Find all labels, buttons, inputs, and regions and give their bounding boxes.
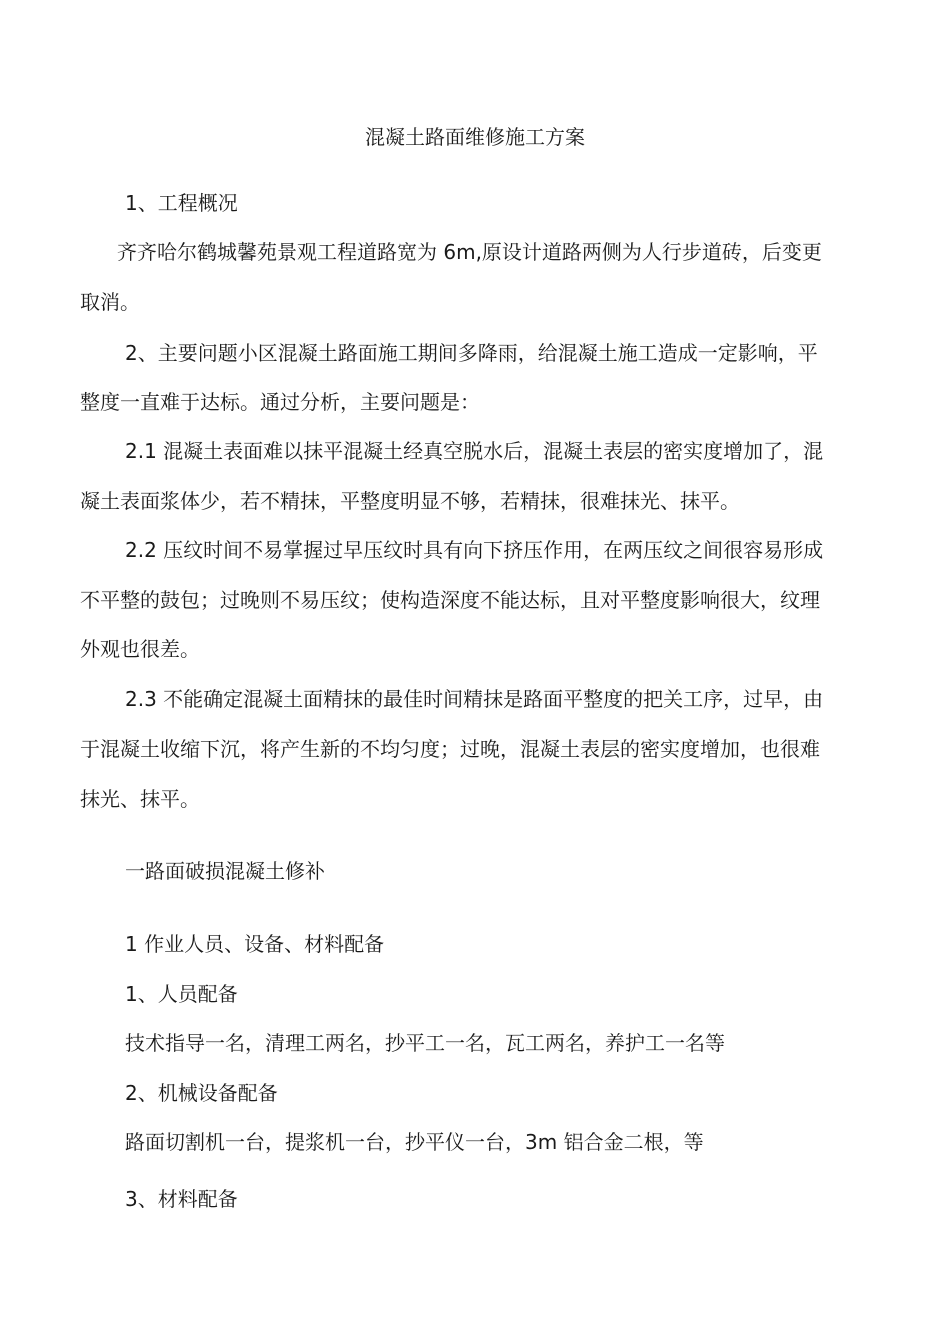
subsection-heading: 1、人员配备 [125,982,238,1006]
paragraph-line: 路面切割机一台，提浆机一台，抄平仪一台，3m 铝合金二根，等 [125,1130,704,1154]
subsection-heading: 2、机械设备配备 [125,1081,278,1105]
section-heading-repair: 一路面破损混凝土修补 [125,859,325,883]
subsection-heading: 1 作业人员、设备、材料配备 [125,932,385,956]
subsection-heading: 3、材料配备 [125,1187,238,1211]
paragraph-line: 不平整的鼓包；过晚则不易压纹；使构造深度不能达标，且对平整度影响很大，纹理 [80,588,820,612]
section-heading-overview: 1、工程概况 [125,191,238,215]
paragraph-line: 外观也很差。 [80,637,200,661]
paragraph-line: 凝土表面浆体少，若不精抹，平整度明显不够，若精抹，很难抹光、抹平。 [80,489,740,513]
paragraph-line: 取消。 [80,290,140,314]
document-title: 混凝土路面维修施工方案 [365,125,585,149]
paragraph-line: 2.3 不能确定混凝土面精抹的最佳时间精抹是路面平整度的把关工序，过早，由 [125,687,824,711]
paragraph-line: 齐齐哈尔鹤城馨苑景观工程道路宽为 6m,原设计道路两侧为人行步道砖，后变更 [117,240,822,264]
paragraph-line: 于混凝土收缩下沉，将产生新的不均匀度；过晚，混凝土表层的密实度增加，也很难 [80,737,820,761]
paragraph-line: 抹光、抹平。 [80,787,200,811]
paragraph-line: 2.2 压纹时间不易掌握过早压纹时具有向下挤压作用，在两压纹之间很容易形成 [125,538,824,562]
paragraph-line: 技术指导一名，清理工两名，抄平工一名，瓦工两名，养护工一名等 [125,1031,725,1055]
paragraph-line: 整度一直难于达标。通过分析，主要问题是： [80,390,480,414]
paragraph-line: 2.1 混凝土表面难以抹平混凝土经真空脱水后，混凝土表层的密实度增加了，混 [125,439,824,463]
paragraph-line: 2、主要问题小区混凝土路面施工期间多降雨，给混凝土施工造成一定影响，平 [125,341,818,365]
